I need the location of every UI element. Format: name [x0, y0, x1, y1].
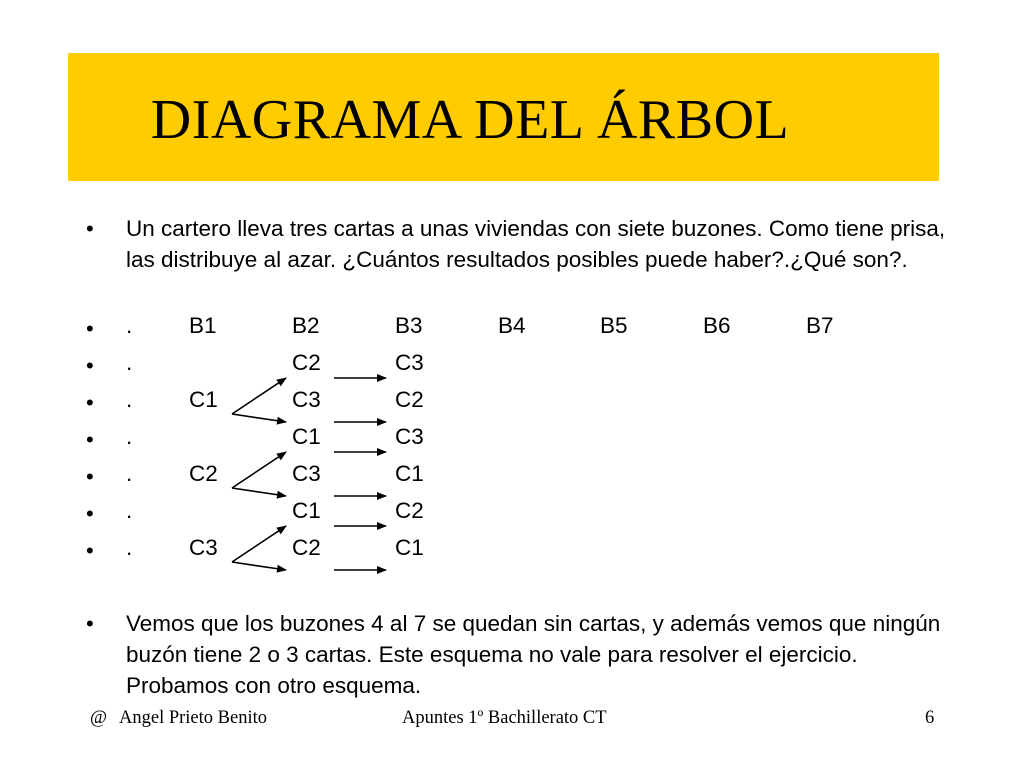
tree-second-letter: C3	[292, 461, 321, 486]
footer-page-number: 6	[925, 708, 935, 728]
tree-third-letter: C2	[395, 498, 424, 523]
tree-second-letter: C2	[292, 535, 321, 560]
mailbox-label: B6	[703, 313, 731, 338]
mailbox-label: B1	[189, 313, 217, 338]
bullet-glyph: •	[86, 427, 94, 452]
tree-second-letter: C2	[292, 350, 321, 375]
branch-arrow	[232, 378, 286, 414]
slide-title: DIAGRAMA DEL ÁRBOL	[150, 89, 790, 151]
row-dot: .	[126, 350, 133, 375]
mailbox-label: B3	[395, 313, 423, 338]
mailbox-label: B2	[292, 313, 320, 338]
bullet-glyph: •	[86, 611, 94, 636]
conclusion-paragraph: Vemos que los buzones 4 al 7 se quedan sin cartas, y además vemos que ningún buzón tiene 2 o 3 cartas. Este esquema no vale para resolver el ejercicio. Probamos con otro esquema.	[126, 611, 941, 698]
bullet-glyph: •	[86, 501, 94, 526]
branch-arrow	[232, 562, 286, 570]
row-dot: .	[126, 424, 133, 449]
mailbox-label: B5	[600, 313, 628, 338]
footer-at-symbol: @	[90, 708, 108, 728]
row-dot: .	[126, 498, 133, 523]
footer-author: Angel Prieto Benito	[119, 708, 267, 728]
tree-second-letter: C1	[292, 424, 321, 449]
tree-third-letter: C3	[395, 350, 424, 375]
row-dot: .	[126, 535, 133, 560]
bullet-glyph: •	[86, 216, 94, 241]
bullet-glyph: •	[86, 464, 94, 489]
mailbox-label: B4	[498, 313, 526, 338]
tree-first-letter: C2	[189, 461, 218, 486]
footer-course: Apuntes 1º Bachillerato CT	[402, 708, 607, 728]
row-dot: .	[126, 461, 133, 486]
row-dot: .	[126, 387, 133, 412]
tree-third-letter: C1	[395, 461, 424, 486]
intro-paragraph: Un cartero lleva tres cartas a unas viviendas con siete buzones. Como tiene prisa, las distribuye al azar. ¿Cuántos resultados posibles puede haber?.¿Qué son?.	[126, 216, 946, 272]
branch-arrow	[232, 526, 286, 562]
row-dot: .	[126, 313, 133, 338]
tree-third-letter: C1	[395, 535, 424, 560]
branch-arrow	[232, 414, 286, 422]
bullet-glyph: •	[86, 353, 94, 378]
tree-second-letter: C3	[292, 387, 321, 412]
tree-first-letter: C3	[189, 535, 218, 560]
bullet-glyph: •	[86, 316, 94, 341]
tree-second-letter: C1	[292, 498, 321, 523]
tree-third-letter: C3	[395, 424, 424, 449]
branch-arrow	[232, 488, 286, 496]
tree-third-letter: C2	[395, 387, 424, 412]
mailbox-label: B7	[806, 313, 834, 338]
bullet-glyph: •	[86, 538, 94, 563]
branch-arrow	[232, 452, 286, 488]
tree-first-letter: C1	[189, 387, 218, 412]
bullet-glyph: •	[86, 390, 94, 415]
